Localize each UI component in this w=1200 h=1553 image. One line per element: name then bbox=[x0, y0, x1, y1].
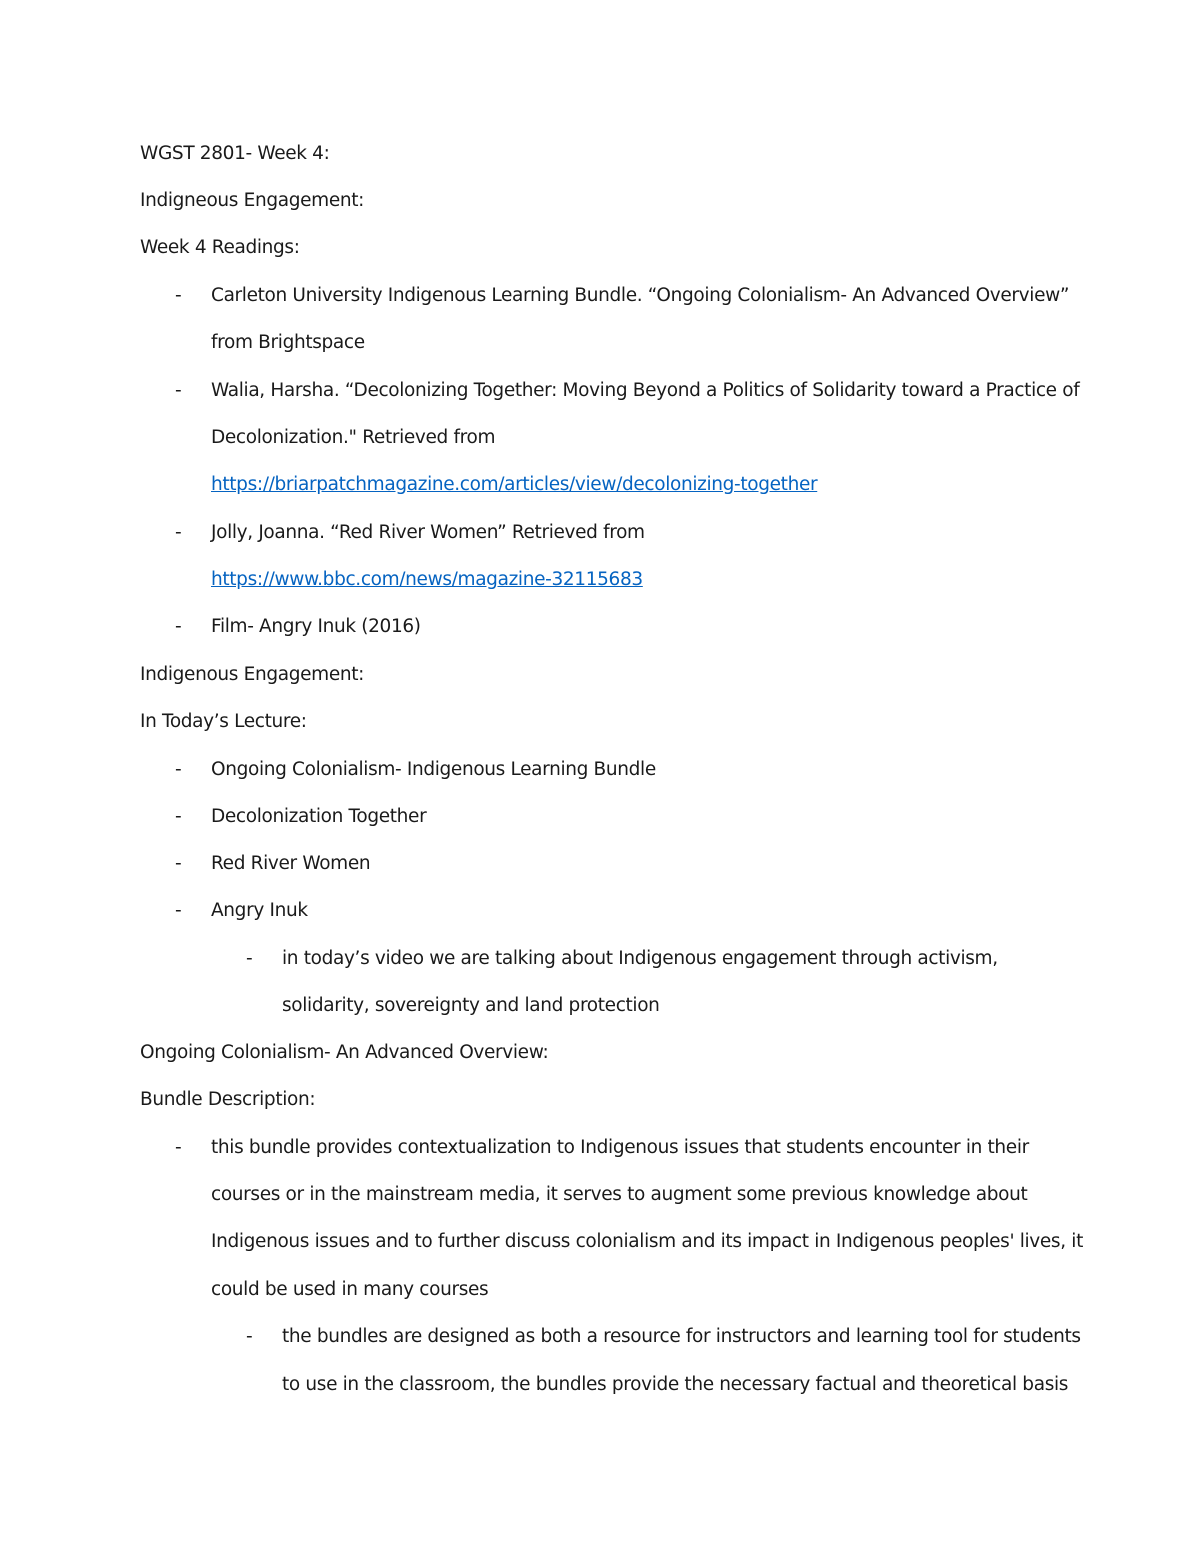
list-bullet: - bbox=[246, 1326, 253, 1347]
briarpatch-link[interactable]: https://briarpatchmagazine.com/articles/view/decolonizing-together bbox=[211, 474, 818, 495]
list-bullet: - bbox=[175, 522, 182, 543]
reading-item-1: Carleton University Indigenous Learning Bundle. “Ongoing Colonialism- An Advanced Overview” bbox=[211, 285, 1070, 306]
lecture-sub-item-1: in today’s video we are talking about Indigenous engagement through activism, bbox=[282, 948, 998, 969]
course-title: WGST 2801- Week 4: bbox=[140, 143, 330, 164]
list-bullet: - bbox=[175, 759, 182, 780]
lecture-sub-item-1-cont: solidarity, sovereignty and land protection bbox=[282, 995, 660, 1016]
lecture-item-3: Red River Women bbox=[211, 853, 371, 874]
overview-item-1: this bundle provides contextualization to Indigenous issues that students encounter in their bbox=[211, 1137, 1029, 1158]
lecture-item-2: Decolonization Together bbox=[211, 806, 427, 827]
reading-item-4: Film- Angry Inuk (2016) bbox=[211, 616, 421, 637]
list-bullet: - bbox=[175, 285, 182, 306]
list-bullet: - bbox=[175, 1137, 182, 1158]
bundle-description-heading: Bundle Description: bbox=[140, 1089, 316, 1110]
overview-sub-item-1: the bundles are designed as both a resource for instructors and learning tool for students bbox=[282, 1326, 1081, 1347]
reading-item-2-cont: Decolonization." Retrieved from bbox=[211, 427, 496, 448]
lecture-section-title: Indigenous Engagement: bbox=[140, 664, 365, 685]
reading-item-3: Jolly, Joanna. “Red River Women” Retrieved from bbox=[211, 522, 645, 543]
lecture-item-1: Ongoing Colonialism- Indigenous Learning Bundle bbox=[211, 759, 656, 780]
overview-item-1-cont-3: could be used in many courses bbox=[211, 1279, 489, 1300]
list-bullet: - bbox=[175, 806, 182, 827]
lecture-item-4: Angry Inuk bbox=[211, 900, 308, 921]
reading-item-1-cont: from Brightspace bbox=[211, 332, 365, 353]
list-bullet: - bbox=[175, 616, 182, 637]
list-bullet: - bbox=[175, 900, 182, 921]
section-title: Indigneous Engagement: bbox=[140, 190, 365, 211]
list-bullet: - bbox=[246, 948, 253, 969]
list-bullet: - bbox=[175, 380, 182, 401]
list-bullet: - bbox=[175, 853, 182, 874]
overview-sub-item-1-cont: to use in the classroom, the bundles provide the necessary factual and theoretical basis bbox=[282, 1374, 1069, 1395]
lecture-heading: In Today’s Lecture: bbox=[140, 711, 307, 732]
reading-item-2: Walia, Harsha. “Decolonizing Together: Moving Beyond a Politics of Solidarity toward a Practice of bbox=[211, 380, 1080, 401]
bbc-link[interactable]: https://www.bbc.com/news/magazine-32115683 bbox=[211, 569, 643, 590]
overview-item-1-cont-2: Indigenous issues and to further discuss colonialism and its impact in Indigenous peoples' lives, it bbox=[211, 1231, 1083, 1252]
overview-item-1-cont-1: courses or in the mainstream media, it serves to augment some previous knowledge about bbox=[211, 1184, 1028, 1205]
readings-heading: Week 4 Readings: bbox=[140, 237, 300, 258]
overview-heading: Ongoing Colonialism- An Advanced Overview: bbox=[140, 1042, 549, 1063]
